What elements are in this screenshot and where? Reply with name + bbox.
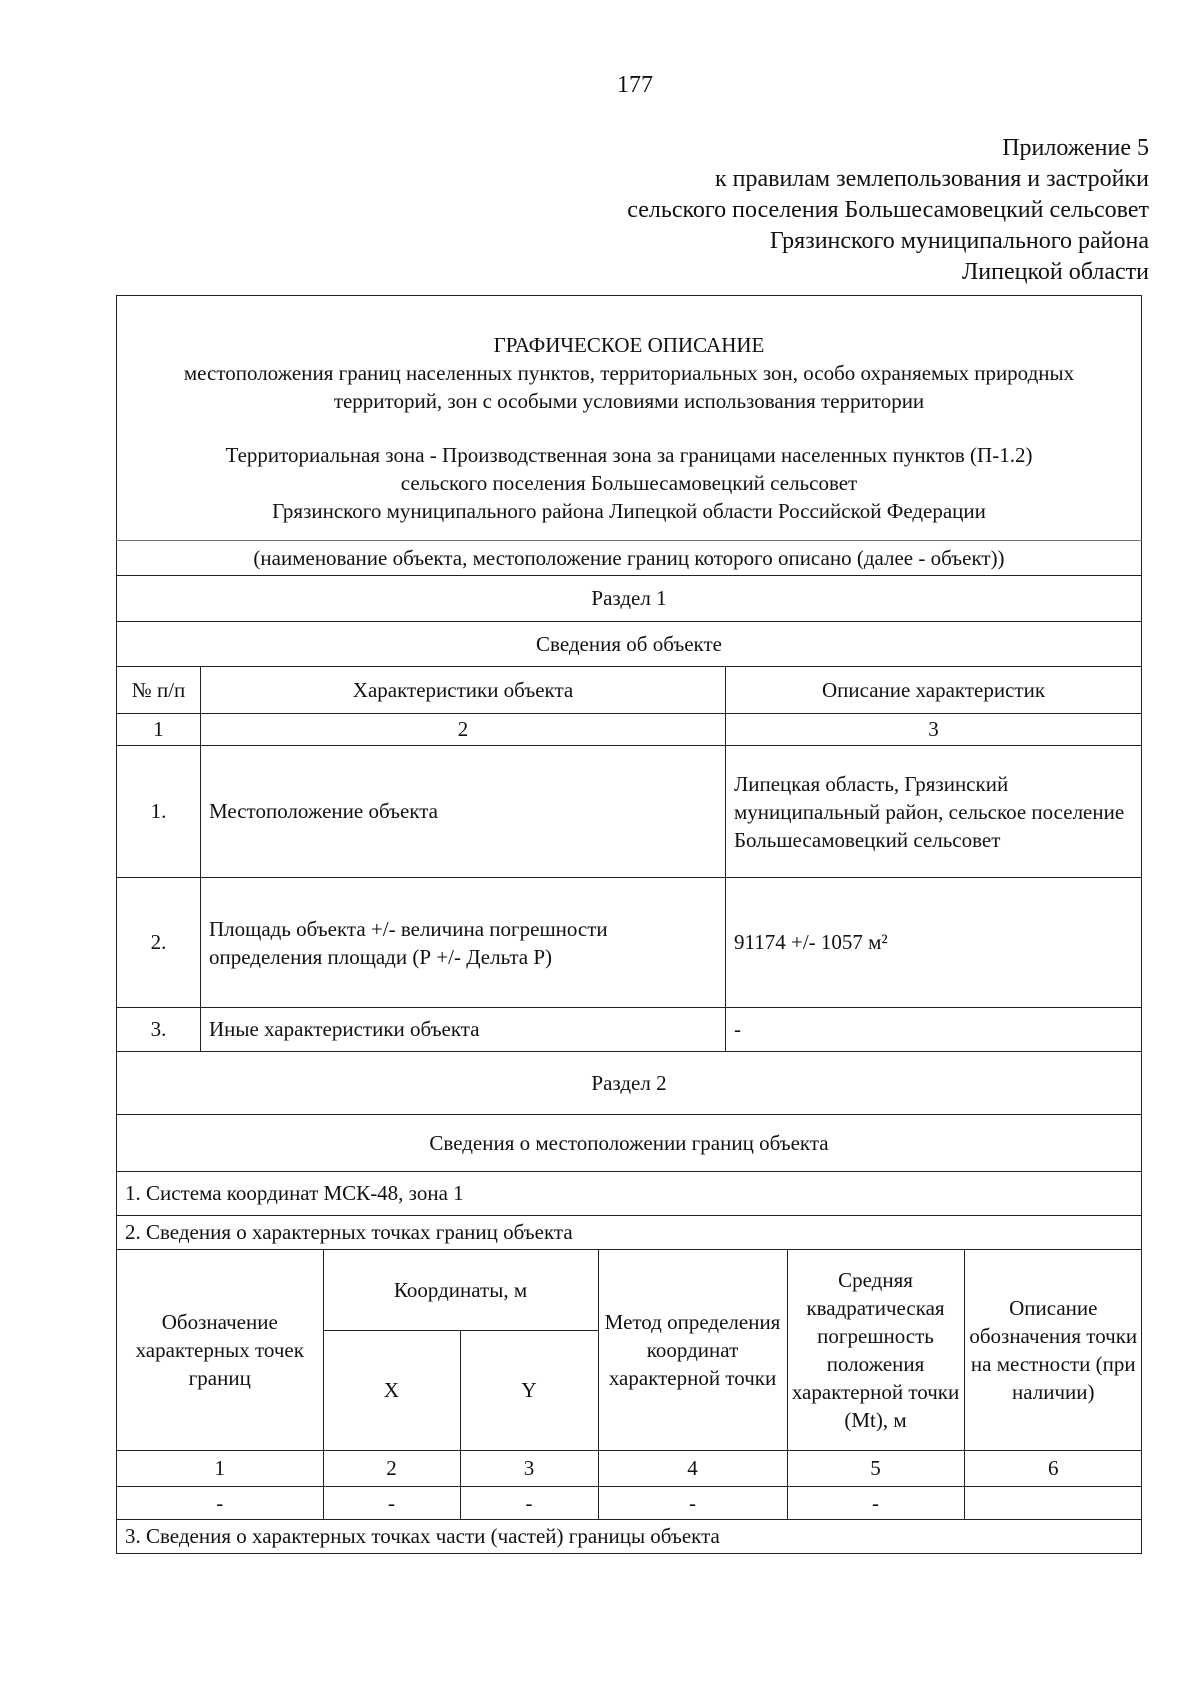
column-number: 3 — [460, 1450, 598, 1486]
row-number: 3. — [117, 1008, 201, 1052]
appendix-line: Приложение 5 — [1002, 135, 1149, 161]
point-cell: - — [117, 1486, 323, 1519]
section2-subtitle: Сведения о местоположении границ объекта — [117, 1115, 1142, 1172]
column-number: 6 — [964, 1450, 1142, 1486]
col-coords-header: Координаты, м — [323, 1250, 598, 1330]
description-cell: Липецкая область, Грязинский муниципальный район, сельское поселение Большесамовецкий сельсовет — [726, 746, 1142, 878]
characteristic-cell: Местоположение объекта — [201, 746, 726, 878]
document-title: ГРАФИЧЕСКОЕ ОПИСАНИЕ — [493, 333, 765, 357]
section1-subtitle: Сведения об объекте — [117, 622, 1142, 667]
document-subtitle: местоположения границ населенных пунктов, территориальных зон, особо охраняемых природных — [183, 361, 1075, 385]
column-header: Описание характеристик — [726, 667, 1142, 714]
zone-line: Грязинского муниципального района Липецкой области Российской Федерации — [272, 499, 986, 523]
point-cell: - — [787, 1486, 964, 1519]
zone-line: сельского поселения Большесамовецкий сельсовет — [400, 471, 858, 495]
col-point-header: Обозначение характерных точек границ — [117, 1250, 323, 1450]
header-cell — [117, 296, 1142, 541]
appendix-line: к правилам землепользования и застройки — [714, 166, 1149, 192]
point-cell — [964, 1486, 1142, 1519]
column-number: 1 — [117, 1450, 323, 1486]
col-error-header: Средняя квадратическая погрешность положения характерной точки (Mt), м — [787, 1250, 964, 1450]
column-header: № п/п — [117, 667, 201, 714]
point-cell: - — [598, 1486, 787, 1519]
point-cell: - — [460, 1486, 598, 1519]
characteristic-cell: Иные характеристики объекта — [201, 1008, 726, 1052]
object-caption: (наименование объекта, местоположение границ которого описано (далее - объект)) — [117, 541, 1142, 576]
appendix-line: Липецкой области — [962, 259, 1149, 285]
graphic-description-table — [116, 295, 1142, 1554]
points-table — [117, 1250, 1142, 1519]
point-cell: - — [323, 1486, 460, 1519]
appendix-line: Грязинского муниципального района — [769, 228, 1149, 254]
column-number: 4 — [598, 1450, 787, 1486]
zone-line: Территориальная зона - Производственная зона за границами населенных пунктов (П-1.2) — [225, 443, 1033, 467]
col-y-header: Y — [460, 1330, 598, 1450]
column-number: 1 — [117, 714, 201, 746]
column-number: 5 — [787, 1450, 964, 1486]
document-subtitle: территорий, зон с особыми условиями использования территории — [333, 389, 925, 413]
col-desc-header: Описание обозначения точки на местности (при наличии) — [964, 1250, 1142, 1450]
col-x-header: X — [323, 1330, 460, 1450]
coordinate-system: 1. Система координат МСК-48, зона 1 — [117, 1172, 1142, 1216]
page-number: 177 — [617, 72, 653, 98]
appendix-line: сельского поселения Большесамовецкий сельсовет — [627, 197, 1149, 223]
column-number: 2 — [201, 714, 726, 746]
column-number: 2 — [323, 1450, 460, 1486]
appendix-block — [627, 133, 1149, 288]
characteristic-cell: Площадь объекта +/- величина погрешности определения площади (Р +/- Дельта Р) — [201, 878, 726, 1008]
description-cell: 91174 +/- 1057 м² — [726, 878, 1142, 1008]
parts-title: 3. Сведения о характерных точках части (частей) границы объекта — [117, 1520, 1142, 1554]
section1-title: Раздел 1 — [117, 576, 1142, 622]
points-title: 2. Сведения о характерных точках границ объекта — [117, 1216, 1142, 1250]
row-number: 1. — [117, 746, 201, 878]
points-table-cell — [117, 1250, 1142, 1520]
column-header: Характеристики объекта — [201, 667, 726, 714]
row-number: 2. — [117, 878, 201, 1008]
description-cell: - — [726, 1008, 1142, 1052]
col-method-header: Метод определения координат характерной точки — [598, 1250, 787, 1450]
column-number: 3 — [726, 714, 1142, 746]
section2-title: Раздел 2 — [117, 1052, 1142, 1115]
